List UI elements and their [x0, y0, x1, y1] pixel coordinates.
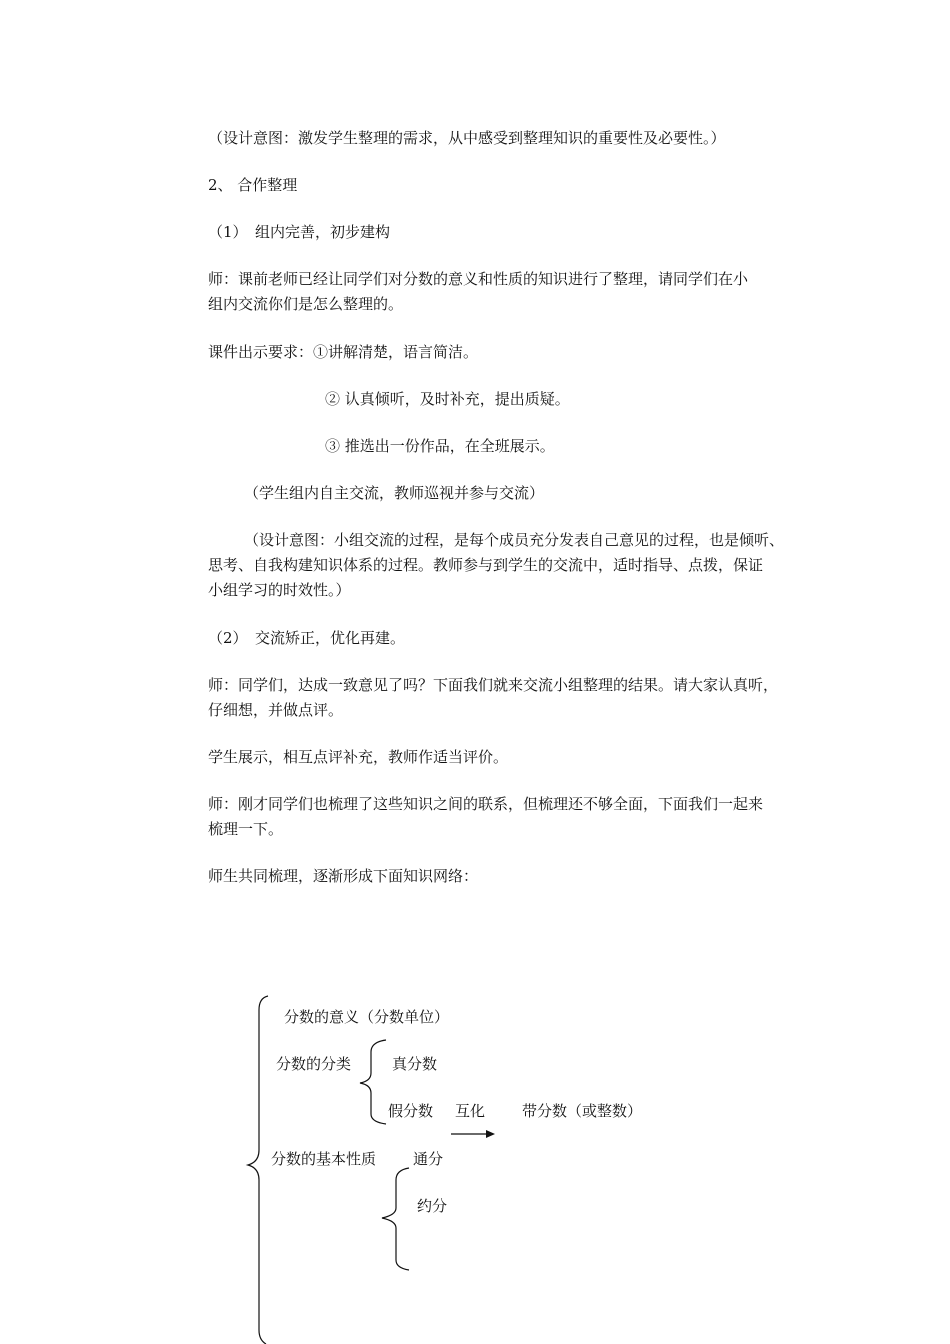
student-display-paragraph: 学生展示，相互点评补充，教师作适当评价。 — [208, 748, 509, 766]
outer-brace — [248, 996, 268, 1344]
teacher-paragraph-2-line-1: 师：同学们，达成一致意见了吗？下面我们就来交流小组整理的结果。请大家认真听， — [208, 676, 779, 694]
improper-fraction-label: 假分数 — [388, 1102, 434, 1120]
common-denominator-label: 通分 — [413, 1150, 444, 1168]
section-heading-2: 2、 合作整理 — [208, 176, 298, 194]
convert-label: 互化 — [455, 1102, 486, 1120]
teacher-paragraph-2-line-2: 仔细想，并做点评。 — [208, 701, 344, 719]
fraction-meaning-label: 分数的意义（分数单位） — [284, 1008, 450, 1026]
teacher-paragraph-3-line-2: 梳理一下。 — [208, 820, 284, 838]
courseware-requirements: 课件出示要求：①讲解清楚，语言简洁。 — [208, 343, 479, 361]
knowledge-network-intro: 师生共同梳理，逐渐形成下面知识网络： — [208, 867, 479, 885]
design-intent-2-line-1: （设计意图：小组交流的过程，是每个成员充分发表自己意见的过程，也是倾听、 — [244, 531, 785, 549]
design-intent-2-line-2: 思考、自我构建知识体系的过程。教师参与到学生的交流中，适时指导、点拨，保证 — [208, 556, 764, 574]
student-activity-note: （学生组内自主交流，教师巡视并参与交流） — [244, 484, 545, 502]
classification-brace — [360, 1040, 386, 1124]
subheading-2: （2） 交流矫正，优化再建。 — [208, 629, 406, 647]
teacher-paragraph-1-line-2: 组内交流你们是怎么整理的。 — [208, 295, 404, 313]
basic-property-label: 分数的基本性质 — [271, 1150, 377, 1168]
subheading-1: （1） 组内完善，初步建构 — [208, 223, 391, 241]
basic-property-brace — [382, 1168, 409, 1270]
design-intent-1: （设计意图：激发学生整理的需求，从中感受到整理知识的重要性及必要性。） — [208, 129, 726, 147]
reduce-fraction-label: 约分 — [417, 1197, 448, 1215]
requirement-2: ② 认真倾听，及时补充，提出质疑。 — [325, 390, 570, 408]
teacher-paragraph-1-line-1: 师：课前老师已经让同学们对分数的意义和性质的知识进行了整理，请同学们在小 — [208, 270, 749, 288]
proper-fraction-label: 真分数 — [392, 1055, 438, 1073]
design-intent-2-line-3: 小组学习的时效性。） — [208, 581, 351, 599]
convert-arrow-head — [486, 1130, 495, 1138]
fraction-classification-label: 分数的分类 — [276, 1055, 352, 1073]
teacher-paragraph-3-line-1: 师：刚才同学们也梳理了这些知识之间的联系，但梳理还不够全面，下面我们一起来 — [208, 795, 764, 813]
mixed-number-label: 带分数（或整数） — [522, 1102, 643, 1120]
requirement-3: ③ 推选出一份作品，在全班展示。 — [325, 437, 555, 455]
